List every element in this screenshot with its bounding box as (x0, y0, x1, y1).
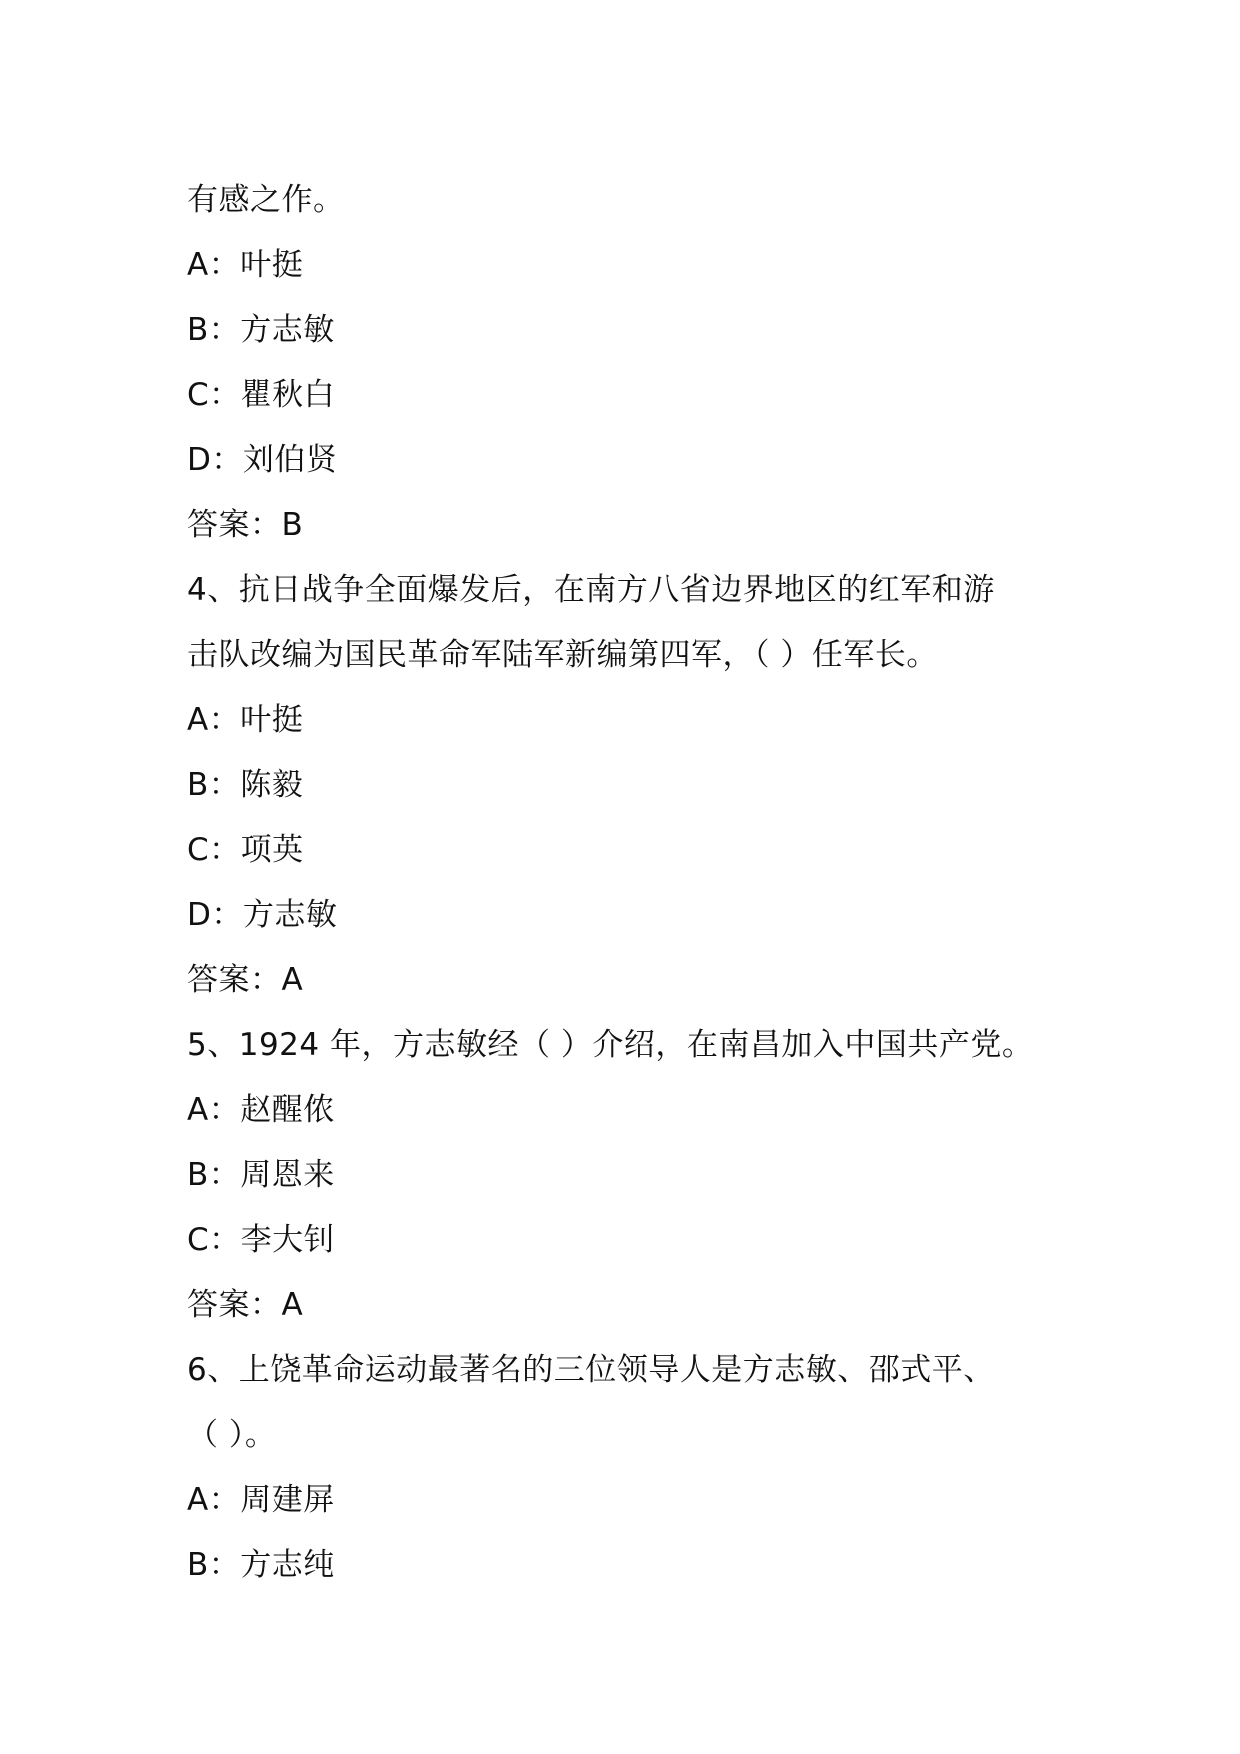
q3-option-c: C：瞿秋白 (187, 377, 336, 413)
question-6-text-line-1: 6、上饶革命运动最著名的三位领导人是方志敏、邵式平、 (187, 1352, 995, 1388)
q5-option-c: C：李大钊 (187, 1222, 336, 1258)
question-5-text: 5、1924 年，方志敏经（ ）介绍，在南昌加入中国共产党。 (187, 1027, 1034, 1063)
question-4-text-line-2: 击队改编为国民革命军陆军新编第四军，（ ）任军长。 (187, 637, 938, 673)
document-body (187, 168, 1067, 1598)
question-6-text-line-2: （ ）。 (187, 1417, 277, 1453)
q5-option-a: A：赵醒侬 (187, 1092, 335, 1128)
q6-option-a: A：周建屏 (187, 1482, 335, 1518)
q4-option-b: B：陈毅 (187, 767, 304, 803)
q4-option-d: D：方志敏 (187, 897, 338, 933)
q3-option-b: B：方志敏 (187, 312, 335, 348)
q5-option-b: B：周恩来 (187, 1157, 335, 1193)
q4-option-c: C：项英 (187, 832, 304, 868)
question-3-text-continued: 有感之作。 (187, 182, 345, 218)
q3-answer: 答案：B (187, 507, 304, 543)
q3-option-d: D：刘伯贤 (187, 442, 338, 478)
q5-answer: 答案：A (187, 1287, 304, 1323)
q4-option-a: A：叶挺 (187, 702, 304, 738)
q4-answer: 答案：A (187, 962, 304, 998)
q3-option-a: A：叶挺 (187, 247, 304, 283)
q6-option-b: B：方志纯 (187, 1547, 335, 1583)
question-4-text-line-1: 4、抗日战争全面爆发后，在南方八省边界地区的红军和游 (187, 572, 995, 608)
